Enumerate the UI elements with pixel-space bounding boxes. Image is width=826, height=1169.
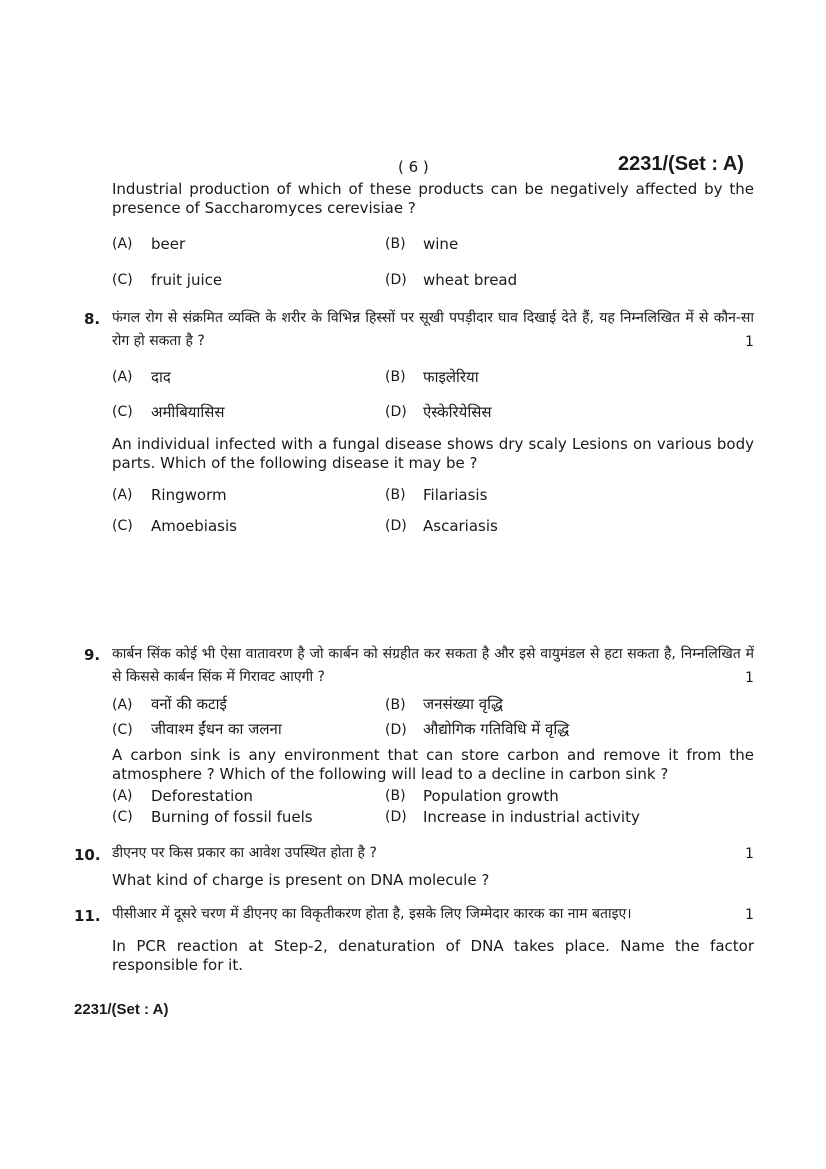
- q7-option-c: fruit juice: [151, 271, 223, 289]
- q9-hindi-text: कार्बन सिंक कोई भी ऐसा वातावरण है जो कार्बन को संग्रहीत कर सकता है और इसे वायुमंडल से हटा सकता है, निम्नलिखित में से किससे कार्बन सिंक में गिरावट आएगी ?: [112, 646, 754, 685]
- q9-english-option-a-letter: (A): [112, 788, 133, 804]
- q10-number: 10.: [74, 846, 101, 864]
- q10-hindi-text: डीएनए पर किस प्रकार का आवेश उपस्थित होता है ?: [112, 845, 377, 861]
- paper-code-header: 2231/(Set : A): [618, 153, 744, 175]
- q8-hindi-option-b-letter: (B): [385, 369, 406, 385]
- q9-hindi-option-d: औद्योगिक गतिविधि में वृद्धि: [423, 720, 570, 738]
- q8-english-option-b-letter: (B): [385, 487, 406, 503]
- q8-hindi-option-d: ऐस्केरियेसिस: [423, 403, 492, 421]
- q9-english-text: A carbon sink is any environment that can store carbon and remove it from the atmosphere ? Which of the following will lead to a decline in carbon sink ?: [112, 746, 754, 783]
- q9-english-option-a: Deforestation: [151, 787, 253, 805]
- q11-number: 11.: [74, 907, 101, 925]
- q7-english-text: Industrial production of which of these products can be negatively affected by the presence of Saccharomyces cerevisiae ?: [112, 180, 754, 217]
- q9-english-option-b-letter: (B): [385, 788, 406, 804]
- q11-hindi-text: पीसीआर में दूसरे चरण में डीएनए का विकृतीकरण होता है, इसके लिए जिम्मेदार कारक का नाम बताइए।: [112, 906, 632, 922]
- q8-hindi-option-a-letter: (A): [112, 369, 133, 385]
- q8-english-option-d: Ascariasis: [423, 517, 498, 535]
- q7-option-a-letter: (A): [112, 236, 133, 252]
- q8-english-option-a-letter: (A): [112, 487, 133, 503]
- q8-hindi-option-d-letter: (D): [385, 404, 407, 420]
- q9-hindi-option-b-letter: (B): [385, 697, 406, 713]
- q8-marks: 1: [745, 334, 754, 350]
- q8-english-option-c-letter: (C): [112, 518, 133, 534]
- q9-english-option-c-letter: (C): [112, 809, 133, 825]
- q9-number: 9.: [84, 646, 101, 664]
- q7-option-b: wine: [423, 235, 459, 253]
- q9-hindi-option-a-letter: (A): [112, 697, 133, 713]
- q11-english-text: In PCR reaction at Step-2, denaturation of DNA takes place. Name the factor responsible for it.: [112, 937, 754, 974]
- paper-code-footer: 2231/(Set : A): [74, 1001, 169, 1018]
- q10-marks: 1: [745, 846, 754, 862]
- q7-option-a: beer: [151, 235, 186, 253]
- q8-english-option-b: Filariasis: [423, 486, 488, 504]
- q9-english-option-d: Increase in industrial activity: [423, 808, 640, 826]
- q8-number: 8.: [84, 310, 101, 328]
- q8-english-option-c: Amoebiasis: [151, 517, 237, 535]
- q8-hindi-text: फंगल रोग से संक्रमित व्यक्ति के शरीर के विभिन्न हिस्सों पर सूखी पपड़ीदार घाव दिखाई देते हैं, यह निम्नलिखित में से कौन-सा रोग हो सकता है ?: [112, 310, 754, 349]
- q8-english-text: An individual infected with a fungal disease shows dry scaly Lesions on various body parts. Which of the following disease it may be ?: [112, 435, 754, 472]
- q9-hindi-option-d-letter: (D): [385, 722, 407, 738]
- q8-english-option-d-letter: (D): [385, 518, 407, 534]
- q8-hindi-option-c: अमीबियासिस: [151, 403, 225, 421]
- q8-hindi-option-c-letter: (C): [112, 404, 133, 420]
- q7-option-d-letter: (D): [385, 272, 407, 288]
- q8-english-option-a: Ringworm: [151, 486, 227, 504]
- q7-option-c-letter: (C): [112, 272, 133, 288]
- q9-english-option-d-letter: (D): [385, 809, 407, 825]
- q8-hindi-option-a: दाद: [151, 368, 171, 386]
- q11-marks: 1: [745, 907, 754, 923]
- q9-english-option-b: Population growth: [423, 787, 559, 805]
- q9-english-option-c: Burning of fossil fuels: [151, 808, 313, 826]
- q10-english-text: What kind of charge is present on DNA molecule ?: [112, 871, 490, 889]
- q8-hindi-option-b: फाइलेरिया: [423, 368, 479, 386]
- q9-hindi-option-c-letter: (C): [112, 722, 133, 738]
- q9-hindi-option-c: जीवाश्म ईंधन का जलना: [151, 720, 282, 738]
- q9-marks: 1: [745, 670, 754, 686]
- q7-option-d: wheat bread: [423, 271, 518, 289]
- q9-hindi-option-b: जनसंख्या वृद्धि: [423, 695, 503, 713]
- page-number: ( 6 ): [398, 158, 429, 176]
- q9-hindi-option-a: वनों की कटाई: [151, 695, 227, 713]
- q7-option-b-letter: (B): [385, 236, 406, 252]
